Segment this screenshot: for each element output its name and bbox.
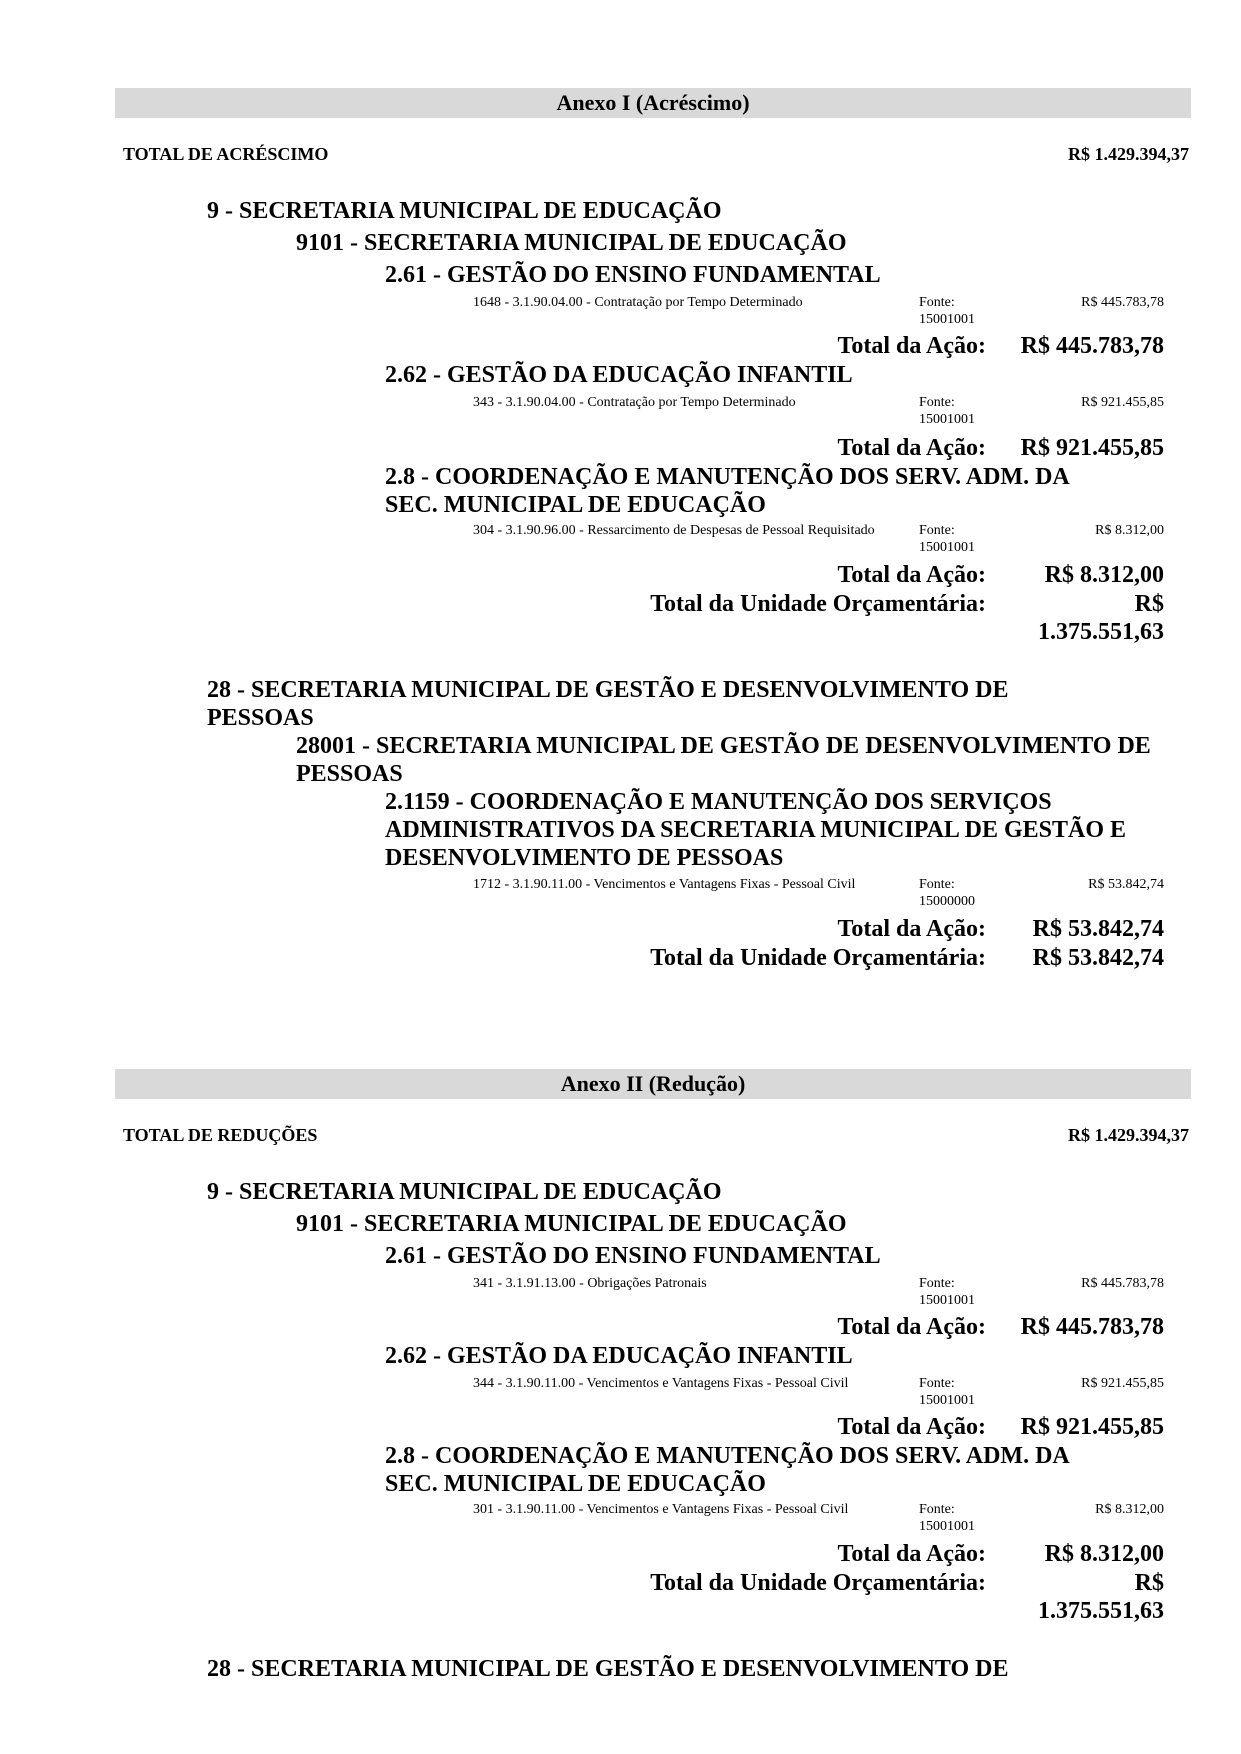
unit-total-value: R$ 1.375.551,63 xyxy=(1038,1570,1164,1624)
item-value: R$ 921.455,85 xyxy=(1081,395,1164,410)
item-fonte: Fonte: 15001001 xyxy=(919,1502,975,1534)
item-value: R$ 8.312,00 xyxy=(1095,1502,1164,1517)
item-value: R$ 8.312,00 xyxy=(1095,523,1164,538)
item-description: 301 - 3.1.90.11.00 - Vencimentos e Vantagens Fixas - Pessoal Civil xyxy=(473,1502,849,1517)
unit-heading: 9101 - SECRETARIA MUNICIPAL DE EDUCAÇÃO xyxy=(296,230,847,256)
total-acrescimo-value: R$ 1.429.394,37 xyxy=(1068,144,1189,164)
action-heading: 2.62 - GESTÃO DA EDUCAÇÃO INFANTIL xyxy=(385,362,853,388)
action-total-label: Total da Ação: xyxy=(837,333,986,359)
item-value: R$ 445.783,78 xyxy=(1081,295,1164,310)
item-fonte: Fonte: 15001001 xyxy=(919,523,975,555)
action-total-value: R$ 921.455,85 xyxy=(1020,435,1164,461)
action-total-value: R$ 53.842,74 xyxy=(1032,916,1164,942)
total-reducoes-label: TOTAL DE REDUÇÕES xyxy=(123,1125,318,1145)
unit-heading: 28001 - SECRETARIA MUNICIPAL DE GESTÃO DE DESENVOLVIMENTO DE PESSOAS xyxy=(296,733,1151,787)
action-heading: 2.62 - GESTÃO DA EDUCAÇÃO INFANTIL xyxy=(385,1343,853,1369)
unit-heading: 9101 - SECRETARIA MUNICIPAL DE EDUCAÇÃO xyxy=(296,1211,847,1237)
action-heading: 2.61 - GESTÃO DO ENSINO FUNDAMENTAL xyxy=(385,1243,881,1269)
item-description: 343 - 3.1.90.04.00 - Contratação por Tempo Determinado xyxy=(473,395,796,410)
action-heading: 2.8 - COORDENAÇÃO E MANUTENÇÃO DOS SERV. ADM. DA SEC. MUNICIPAL DE EDUCAÇÃO xyxy=(385,464,1069,518)
item-description: 344 - 3.1.90.11.00 - Vencimentos e Vantagens Fixas - Pessoal Civil xyxy=(473,1376,849,1391)
total-acrescimo-label: TOTAL DE ACRÉSCIMO xyxy=(123,144,329,164)
org-heading: 28 - SECRETARIA MUNICIPAL DE GESTÃO E DESENVOLVIMENTO DE PESSOAS xyxy=(207,677,1009,731)
item-value: R$ 445.783,78 xyxy=(1081,1276,1164,1291)
unit-total-value: R$ 53.842,74 xyxy=(1032,945,1164,971)
item-fonte: Fonte: 15001001 xyxy=(919,1276,975,1308)
unit-total-label: Total da Unidade Orçamentária: xyxy=(650,945,986,971)
item-description: 1712 - 3.1.90.11.00 - Vencimentos e Vantagens Fixas - Pessoal Civil xyxy=(473,877,856,892)
anexo-2-title: Anexo II (Redução) xyxy=(115,1069,1191,1099)
item-description: 341 - 3.1.91.13.00 - Obrigações Patronais xyxy=(473,1276,707,1291)
org-heading: 9 - SECRETARIA MUNICIPAL DE EDUCAÇÃO xyxy=(207,198,722,224)
item-fonte: Fonte: 15001001 xyxy=(919,295,975,327)
org-heading: 28 - SECRETARIA MUNICIPAL DE GESTÃO E DESENVOLVIMENTO DE xyxy=(207,1656,1009,1682)
action-total-value: R$ 921.455,85 xyxy=(1020,1414,1164,1440)
action-total-label: Total da Ação: xyxy=(837,1314,986,1340)
org-heading: 9 - SECRETARIA MUNICIPAL DE EDUCAÇÃO xyxy=(207,1179,722,1205)
action-heading: 2.8 - COORDENAÇÃO E MANUTENÇÃO DOS SERV. ADM. DA SEC. MUNICIPAL DE EDUCAÇÃO xyxy=(385,1443,1069,1497)
unit-total-value: R$ 1.375.551,63 xyxy=(1038,591,1164,645)
item-value: R$ 921.455,85 xyxy=(1081,1376,1164,1391)
item-fonte: Fonte: 15000000 xyxy=(919,877,975,909)
action-heading: 2.1159 - COORDENAÇÃO E MANUTENÇÃO DOS SERVIÇOS ADMINISTRATIVOS DA SECRETARIA MUNICIPAL DE GESTÃO E DESENVOLVIMENTO DE PESSOAS xyxy=(385,789,1126,871)
total-reducoes-value: R$ 1.429.394,37 xyxy=(1068,1125,1189,1145)
item-value: R$ 53.842,74 xyxy=(1088,877,1164,892)
item-description: 304 - 3.1.90.96.00 - Ressarcimento de Despesas de Pessoal Requisitado xyxy=(473,523,875,538)
item-description: 1648 - 3.1.90.04.00 - Contratação por Tempo Determinado xyxy=(473,295,803,310)
action-total-value: R$ 445.783,78 xyxy=(1020,333,1164,359)
action-total-label: Total da Ação: xyxy=(837,562,986,588)
action-heading: 2.61 - GESTÃO DO ENSINO FUNDAMENTAL xyxy=(385,262,881,288)
item-fonte: Fonte: 15001001 xyxy=(919,1376,975,1408)
anexo-1-title: Anexo I (Acréscimo) xyxy=(115,88,1191,118)
action-total-value: R$ 8.312,00 xyxy=(1044,562,1164,588)
action-total-label: Total da Ação: xyxy=(837,1541,986,1567)
action-total-label: Total da Ação: xyxy=(837,1414,986,1440)
action-total-label: Total da Ação: xyxy=(837,435,986,461)
item-fonte: Fonte: 15001001 xyxy=(919,395,975,427)
action-total-value: R$ 445.783,78 xyxy=(1020,1314,1164,1340)
unit-total-label: Total da Unidade Orçamentária: xyxy=(650,591,986,617)
action-total-label: Total da Ação: xyxy=(837,916,986,942)
action-total-value: R$ 8.312,00 xyxy=(1044,1541,1164,1567)
unit-total-label: Total da Unidade Orçamentária: xyxy=(650,1570,986,1596)
